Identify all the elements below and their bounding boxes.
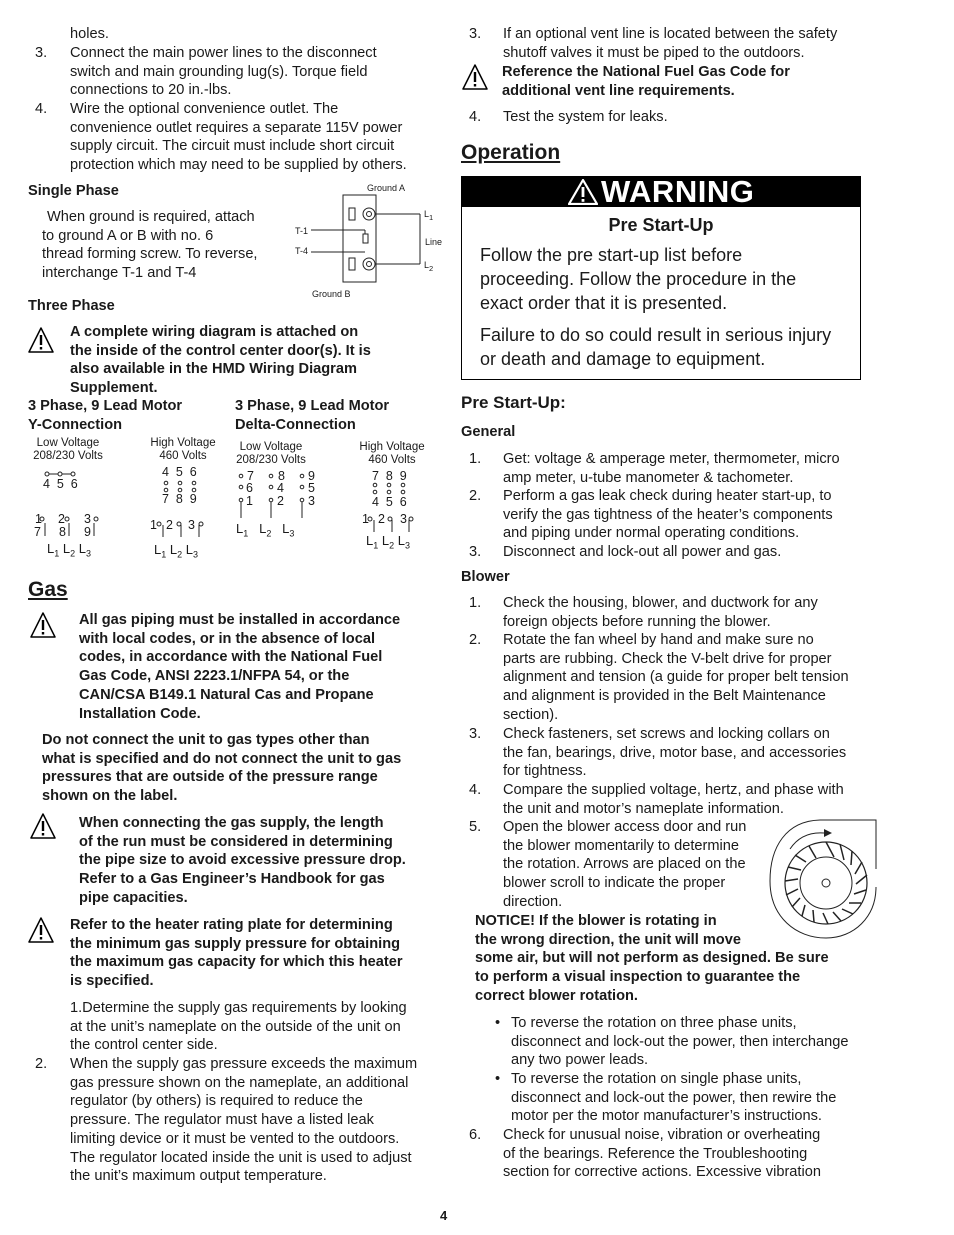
blower-title: Blower xyxy=(461,569,510,585)
blower-notice: NOTICE! If the blower is rotating in the wrong direction, the unit will move some air, but will not perform as designed. Be sure to perform a visual inspection to guarantee the correct blower rotation. xyxy=(475,913,829,1004)
t1-label: T-1 xyxy=(295,226,309,236)
blower-item3-number: 3. xyxy=(469,726,482,742)
ground-a-label: Ground A xyxy=(367,183,406,193)
y-high-voltage-diagram: 4 5 6 7 8 9 1 2 3 $L_1$ $L_2$ $L_3$ xyxy=(150,465,220,560)
delta-connection-title: 3 Phase, 9 Lead Motor Delta-Connection xyxy=(235,398,390,433)
line-label: Line xyxy=(425,237,443,247)
warning-triangle-icon xyxy=(28,916,54,944)
delta-low-voltage-label: Low Voltage 208/230 Volts xyxy=(236,441,306,466)
l2-label: $L_2$ xyxy=(424,260,434,273)
prestart-heading: Pre Start-Up: xyxy=(461,393,566,412)
warning-triangle-icon xyxy=(568,179,598,205)
bullet-three-phase: To reverse the rotation on three phase units, disconnect and lock-out the power, then interchange any two power leads. xyxy=(511,1015,849,1069)
gas-type-note: Do not connect the unit to gas types other than what is specified and do not connect the unit to gas pressures that are outside of the pressure range shown on the label. xyxy=(42,732,402,805)
right-item4-text: Test the system for leaks. xyxy=(503,109,668,125)
item2-continuation: holes. xyxy=(70,26,109,42)
gas-item2-text: When the supply gas pressure exceeds the maximum gas pressure shown on the nameplate, an additional regulator (by others) is required to reduce the pressure. The regulator must have a listed leak limiting device or it must be vented to the outdoors. The regulator located inside the unit is used to adjust the unit’s maximum output temperature. xyxy=(70,1056,418,1185)
gas-supply-warning: When connecting the gas supply, the length of the run must be considered in determining the pipe size to avoid excessive pressure drop. Refer to a Gas Engineer’s Handbook for gas pipe capacities. xyxy=(79,815,406,906)
bullet-dot: • xyxy=(495,1015,501,1031)
ground-b-label: Ground B xyxy=(312,289,351,299)
delta-high-voltage-label: High Voltage 460 Volts xyxy=(359,441,425,466)
blower-item4-text: Compare the supplied voltage, hertz, and phase with the unit and motor’s nameplate information. xyxy=(503,782,844,817)
single-phase-diagram xyxy=(292,180,452,300)
blower-item5-text: Open the blower access door and run the blower momentarily to determine the rotation. Arrows are placed on the blower scroll to indicate the proper direction. xyxy=(503,819,747,910)
y-connection-title: 3 Phase, 9 Lead Motor Y-Connection xyxy=(28,398,183,433)
warning-subtitle: Pre Start-Up xyxy=(608,215,714,235)
warning-para1: Follow the pre start-up list before proceeding. Follow the procedure in the exact order that it is presented. xyxy=(480,245,797,313)
warning-banner xyxy=(462,174,860,209)
warning-triangle-icon xyxy=(462,63,488,91)
blower-item6-number: 6. xyxy=(469,1127,482,1143)
general-item3-number: 3. xyxy=(469,544,482,560)
operation-heading: Operation xyxy=(461,141,561,164)
gas-item1: 1.Determine the supply gas requirements by looking at the unit’s nameplate on the outside of the unit on the control center side. xyxy=(70,1000,407,1054)
l1-label: $L_1$ xyxy=(424,209,434,222)
blower-item1-number: 1. xyxy=(469,595,482,611)
delta-low-voltage-diagram: 7 8 9 6 4 5 1 2 3 $L_1$ $L_2$ $L_3$ xyxy=(236,469,315,539)
three-phase-title: Three Phase xyxy=(28,298,115,314)
right-item3-number: 3. xyxy=(469,26,482,42)
page-number: 4 xyxy=(440,1208,448,1223)
delta-high-voltage-diagram: 7 8 9 4 5 6 1 2 3 $L_1$ $L_2$ $L_3$ xyxy=(362,468,432,558)
bullet-single-phase: To reverse the rotation on single phase units, disconnect and lock-out the power, then rewire the motor per the motor manufacturer’s instructions. xyxy=(511,1071,837,1125)
wiring-diagram-warning: A complete wiring diagram is attached on the inside of the control center door(s). It is also available in the HMD Wiring Diagram Supplement. xyxy=(70,324,371,397)
pre-startup-warning-box xyxy=(461,176,861,380)
general-item3-text: Disconnect and lock-out all power and gas. xyxy=(503,544,782,560)
blower-item1-text: Check the housing, blower, and ductwork for any foreign objects before running the blower. xyxy=(503,595,818,630)
blower-item5-number: 5. xyxy=(469,819,482,835)
warning-triangle-icon xyxy=(30,611,56,639)
y-low-voltage-diagram: 4 5 6 1 2 3 7 8 9 $L_1$ $L_2$ $L_3$ xyxy=(30,468,110,560)
general-item1-text: Get: voltage & amperage meter, thermometer, micro amp meter, u-tube manometer & tachometer. xyxy=(503,451,840,486)
warning-triangle-icon xyxy=(28,326,54,354)
general-title: General xyxy=(461,424,516,440)
gas-piping-warning: All gas piping must be installed in accordance with local codes, or in the absence of local codes, in accordance with the National Fuel Gas Code, ANSI 2223.1/NFPA 54, or the CAN/CSA B149.1 Natural Cas and Propane Installation Code. xyxy=(79,612,401,722)
single-phase-text: When ground is required, attach to ground A or B with no. 6 thread forming screw. To reverse, interchange T-1 and T-4 xyxy=(42,209,258,282)
rating-plate-warning: Refer to the heater rating plate for determining the minimum gas supply pressure for obtaining the maximum gas capacity for which this heater is specified. xyxy=(70,917,403,990)
item4-number: 4. xyxy=(35,101,48,117)
blower-item2-text: Rotate the fan wheel by hand and make sure no parts are rubbing. Check the V-belt drive for proper alignment and tension (a guide for proper belt tension and alignment is provided in the Belt Maintenance section). xyxy=(503,632,849,723)
blower-item6-text: Check for unusual noise, vibration or overheating of the bearings. Reference the Troubleshooting section for corrective actions. Excessive vibration xyxy=(503,1127,821,1181)
y-high-voltage-label: High Voltage 460 Volts xyxy=(150,437,216,462)
general-item2-number: 2. xyxy=(469,488,482,504)
general-item1-number: 1. xyxy=(469,451,482,467)
warning-triangle-icon xyxy=(30,812,56,840)
blower-item3-text: Check fasteners, set screws and locking collars on the fan, bearings, drive, motor base, and accessories for tightness. xyxy=(503,726,847,780)
item3-number: 3. xyxy=(35,45,48,61)
blower-item2-number: 2. xyxy=(469,632,482,648)
y-low-voltage-label: Low Voltage 208/230 Volts xyxy=(33,437,103,462)
gas-item2-number: 2. xyxy=(35,1056,48,1072)
bullet-dot: • xyxy=(495,1071,501,1087)
right-item3-text: If an optional vent line is located between the safety shutoff valves it must be piped to the outdoors. xyxy=(503,26,838,61)
vent-line-warning: Reference the National Fuel Gas Code for additional vent line requirements. xyxy=(502,64,790,99)
blower-item4-number: 4. xyxy=(469,782,482,798)
warning-label: WARNING xyxy=(601,174,755,209)
t4-label: T-4 xyxy=(295,246,309,256)
item3-text: Connect the main power lines to the disconnect switch and main grounding lug(s). Torque field connections to 20 in.-lbs. xyxy=(70,45,377,99)
warning-para2: Failure to do so could result in serious injury or death and damage to equipment. xyxy=(480,325,832,369)
item4-text: Wire the optional convenience outlet. The convenience outlet requires a separate 115V power supply circuit. The circuit must include short circuit protection which may need to be supplied by others. xyxy=(70,101,407,174)
right-item4-number: 4. xyxy=(469,109,482,125)
single-phase-title: Single Phase xyxy=(28,183,119,199)
general-item2-text: Perform a gas leak check during heater start-up, to verify the gas tightness of the heater’s components and piping under normal operating conditions. xyxy=(503,488,833,542)
gas-heading: Gas xyxy=(28,578,68,601)
